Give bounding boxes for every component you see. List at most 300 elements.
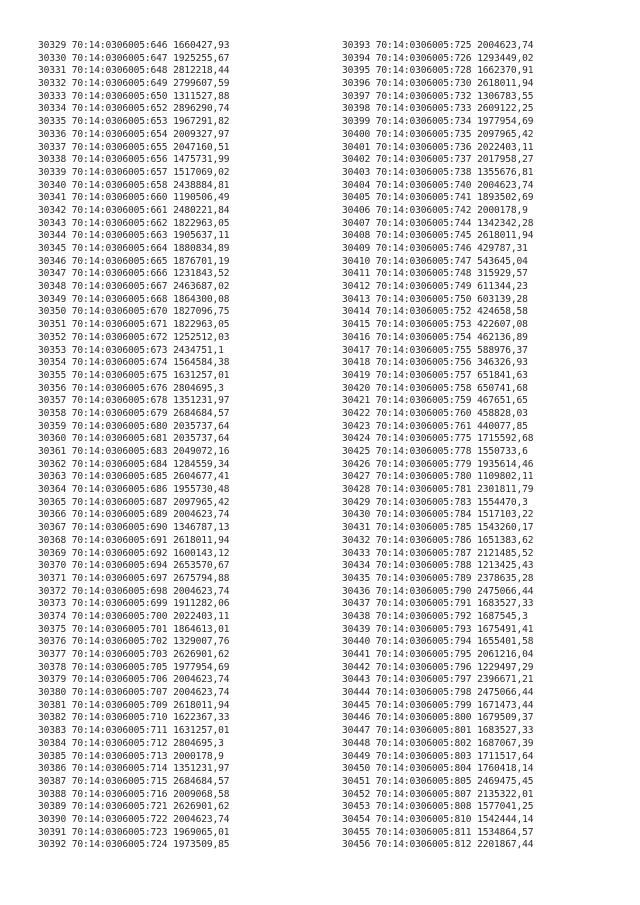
cadastral-value: 1109802,11 [477,471,534,483]
cadastral-value: 2684684,57 [173,407,230,419]
cadastral-number: 70:14:0306005:661 [71,204,168,216]
row-number: 30359 [38,420,67,432]
row-number: 30344 [38,230,67,242]
row-number: 30442 [342,661,371,673]
cadastral-value: 1651383,62 [477,534,534,546]
cadastral-number: 70:14:0306005:649 [71,78,168,90]
table-row [38,129,229,142]
table-row [342,103,533,116]
table-row [342,712,533,725]
row-number: 30366 [38,509,67,521]
cadastral-value: 2480221,84 [173,204,230,216]
cadastral-number: 70:14:0306005:707 [71,687,168,699]
table-row [38,116,229,129]
row-number: 30401 [342,141,371,153]
table-row [38,383,229,396]
row-number: 30377 [38,649,67,660]
cadastral-number: 70:14:0306005:665 [71,255,168,267]
cadastral-number: 70:14:0306005:735 [375,128,472,140]
cadastral-number: 70:14:0306005:757 [375,369,472,381]
row-number: 30330 [38,52,67,64]
table-row [342,674,533,687]
table-row [38,370,229,383]
table-row [342,497,533,510]
table-row [342,332,533,345]
row-number: 30399 [342,116,371,128]
row-number: 30375 [38,623,67,635]
table-row [38,154,229,167]
cadastral-value: 2618011,94 [173,699,230,711]
row-number: 30426 [342,458,371,470]
table-row [38,268,229,281]
cadastral-number: 70:14:0306005:650 [71,90,168,102]
table-row [342,814,533,827]
cadastral-number: 70:14:0306005:811 [375,826,472,838]
row-number: 30356 [38,382,67,394]
cadastral-number: 70:14:0306005:733 [375,103,472,115]
table-row [342,459,533,472]
cadastral-value: 1683527,33 [477,725,534,737]
row-number: 30374 [38,610,67,622]
table-row [342,268,533,281]
cadastral-value: 1822963,05 [173,319,230,331]
cadastral-value: 1880834,89 [173,243,230,254]
table-row [38,484,229,497]
cadastral-number: 70:14:0306005:662 [71,217,168,229]
table-row [38,827,229,840]
row-number: 30397 [342,90,371,102]
cadastral-number: 70:14:0306005:746 [375,243,472,254]
table-row [38,662,229,675]
row-number: 30406 [342,204,371,216]
table-row [38,357,229,370]
cadastral-number: 70:14:0306005:801 [375,725,472,737]
table-row [38,497,229,510]
cadastral-number: 70:14:0306005:803 [375,750,472,762]
row-number: 30385 [38,750,67,762]
cadastral-value: 1631257,01 [173,369,230,381]
row-number: 30421 [342,395,371,407]
table-row [342,91,533,104]
cadastral-number: 70:14:0306005:812 [375,839,472,851]
cadastral-value: 2301811,79 [477,484,534,496]
table-row [38,471,229,484]
cadastral-value: 1550733,6 [477,446,528,457]
cadastral-number: 70:14:0306005:723 [71,826,168,838]
table-row [38,611,229,624]
cadastral-number: 70:14:0306005:745 [375,230,472,242]
row-number: 30371 [38,572,67,584]
row-number: 30450 [342,763,371,775]
cadastral-value: 429787,31 [477,243,528,254]
row-number: 30447 [342,725,371,737]
row-number: 30412 [342,281,371,293]
table-row [38,78,229,91]
table-row [342,725,533,738]
table-row [38,738,229,751]
row-number: 30407 [342,217,371,229]
cadastral-value: 2626901,62 [173,801,230,813]
cadastral-number: 70:14:0306005:802 [375,737,472,749]
cadastral-number: 70:14:0306005:690 [71,522,168,534]
cadastral-number: 70:14:0306005:779 [375,458,472,470]
cadastral-number: 70:14:0306005:658 [71,179,168,191]
row-number: 30420 [342,382,371,394]
cadastral-number: 70:14:0306005:795 [375,649,472,660]
cadastral-number: 70:14:0306005:808 [375,801,472,813]
cadastral-value: 1935614,46 [477,458,534,470]
cadastral-value: 2438884,81 [173,179,230,191]
row-number: 30389 [38,801,67,813]
row-number: 30351 [38,319,67,331]
table-row [38,725,229,738]
row-number: 30368 [38,534,67,546]
row-number: 30337 [38,141,67,153]
table-row [342,53,533,66]
table-row [38,446,229,459]
table-row [38,687,229,700]
table-row [342,408,533,421]
table-row [342,65,533,78]
table-row [342,345,533,358]
cadastral-number: 70:14:0306005:793 [375,623,472,635]
table-row [342,205,533,218]
table-row [342,763,533,776]
cadastral-value: 1911282,06 [173,598,230,610]
cadastral-number: 70:14:0306005:796 [375,661,472,673]
row-number: 30339 [38,166,67,178]
row-number: 30329 [38,40,67,51]
cadastral-number: 70:14:0306005:672 [71,331,168,343]
row-number: 30386 [38,763,67,775]
row-number: 30347 [38,268,67,280]
cadastral-value: 2009068,58 [173,788,230,800]
row-number: 30369 [38,547,67,559]
right-column [342,40,533,852]
cadastral-number: 70:14:0306005:713 [71,750,168,762]
cadastral-number: 70:14:0306005:730 [375,78,472,90]
cadastral-value: 1893502,69 [477,192,534,204]
row-number: 30394 [342,52,371,64]
row-number: 30403 [342,166,371,178]
cadastral-value: 1252512,03 [173,331,230,343]
row-number: 30422 [342,407,371,419]
cadastral-value: 1564584,38 [173,357,230,369]
cadastral-value: 1293449,02 [477,52,534,64]
table-row [342,624,533,637]
table-row [38,814,229,827]
cadastral-number: 70:14:0306005:654 [71,128,168,140]
cadastral-number: 70:14:0306005:726 [375,52,472,64]
row-number: 30446 [342,712,371,724]
cadastral-number: 70:14:0306005:791 [375,598,472,610]
row-number: 30428 [342,484,371,496]
cadastral-value: 2618011,94 [173,534,230,546]
row-number: 30441 [342,649,371,660]
table-row [342,306,533,319]
table-row [38,649,229,662]
cadastral-value: 2804695,3 [173,382,224,394]
cadastral-value: 315929,57 [477,268,528,280]
cadastral-value: 2022403,11 [477,141,534,153]
cadastral-value: 2061216,04 [477,649,534,660]
cadastral-value: 1864613,01 [173,623,230,635]
row-number: 30343 [38,217,67,229]
cadastral-value: 1671473,44 [477,699,534,711]
table-row [38,319,229,332]
cadastral-number: 70:14:0306005:670 [71,306,168,318]
table-row [38,535,229,548]
cadastral-value: 2004623,74 [173,813,230,825]
cadastral-number: 70:14:0306005:698 [71,585,168,597]
row-number: 30388 [38,788,67,800]
cadastral-value: 1190506,49 [173,192,230,204]
table-row [342,700,533,713]
cadastral-value: 1925255,67 [173,52,230,64]
row-number: 30440 [342,636,371,648]
cadastral-value: 1827096,75 [173,306,230,318]
cadastral-number: 70:14:0306005:789 [375,572,472,584]
table-row [342,218,533,231]
cadastral-number: 70:14:0306005:754 [375,331,472,343]
cadastral-value: 1687545,3 [477,610,528,622]
cadastral-number: 70:14:0306005:663 [71,230,168,242]
row-number: 30353 [38,344,67,356]
cadastral-value: 1346787,13 [173,522,230,534]
row-number: 30443 [342,674,371,686]
cadastral-number: 70:14:0306005:722 [71,813,168,825]
cadastral-value: 1967291,82 [173,116,230,128]
row-number: 30408 [342,230,371,242]
table-row [38,180,229,193]
cadastral-value: 1534864,57 [477,826,534,838]
row-number: 30392 [38,839,67,851]
cadastral-value: 346326,93 [477,357,528,369]
cadastral-value: 2463687,02 [173,281,230,293]
cadastral-value: 2684684,57 [173,775,230,787]
cadastral-number: 70:14:0306005:725 [375,40,472,51]
cadastral-number: 70:14:0306005:692 [71,547,168,559]
cadastral-number: 70:14:0306005:689 [71,509,168,521]
cadastral-value: 1675491,41 [477,623,534,635]
table-row [342,509,533,522]
cadastral-number: 70:14:0306005:673 [71,344,168,356]
cadastral-value: 1655401,58 [477,636,534,648]
cadastral-number: 70:14:0306005:755 [375,344,472,356]
cadastral-number: 70:14:0306005:792 [375,610,472,622]
row-number: 30448 [342,737,371,749]
cadastral-value: 2004623,74 [173,509,230,521]
cadastral-number: 70:14:0306005:794 [375,636,472,648]
row-number: 30342 [38,204,67,216]
cadastral-value: 2804695,3 [173,737,224,749]
table-row [342,421,533,434]
cadastral-number: 70:14:0306005:790 [375,585,472,597]
cadastral-value: 1660427,93 [173,40,230,51]
table-row [38,509,229,522]
cadastral-value: 2475066,44 [477,687,534,699]
table-row [38,763,229,776]
table-row [38,332,229,345]
table-row [342,154,533,167]
cadastral-number: 70:14:0306005:758 [375,382,472,394]
table-row [342,256,533,269]
cadastral-value: 1284559,34 [173,458,230,470]
table-row [342,129,533,142]
table-row [38,192,229,205]
table-row [38,789,229,802]
cadastral-value: 2675794,88 [173,572,230,584]
table-row [342,548,533,561]
table-row [38,636,229,649]
cadastral-number: 70:14:0306005:646 [71,40,168,51]
row-number: 30348 [38,281,67,293]
cadastral-value: 2049072,16 [173,446,230,457]
cadastral-number: 70:14:0306005:788 [375,560,472,572]
table-row [342,142,533,155]
row-number: 30372 [38,585,67,597]
cadastral-number: 70:14:0306005:684 [71,458,168,470]
cadastral-number: 70:14:0306005:705 [71,661,168,673]
cadastral-number: 70:14:0306005:668 [71,293,168,305]
cadastral-number: 70:14:0306005:681 [71,433,168,445]
cadastral-value: 1662370,91 [477,65,534,77]
cadastral-value: 2378635,28 [477,572,534,584]
cadastral-number: 70:14:0306005:697 [71,572,168,584]
table-row [342,636,533,649]
cadastral-number: 70:14:0306005:685 [71,471,168,483]
cadastral-value: 2604677,41 [173,471,230,483]
row-number: 30381 [38,699,67,711]
table-row [342,40,533,53]
table-row [38,294,229,307]
cadastral-value: 2626901,62 [173,649,230,660]
cadastral-number: 70:14:0306005:694 [71,560,168,572]
table-row [342,573,533,586]
cadastral-value: 2469475,45 [477,775,534,787]
cadastral-value: 2022403,11 [173,610,230,622]
table-row [342,598,533,611]
cadastral-value: 2004623,74 [173,674,230,686]
row-number: 30414 [342,306,371,318]
table-row [38,801,229,814]
cadastral-value: 2035737,64 [173,420,230,432]
row-number: 30382 [38,712,67,724]
cadastral-number: 70:14:0306005:721 [71,801,168,813]
cadastral-number: 70:14:0306005:749 [375,281,472,293]
cadastral-value: 1973509,85 [173,839,230,851]
cadastral-value: 1342342,28 [477,217,534,229]
row-number: 30364 [38,484,67,496]
row-number: 30340 [38,179,67,191]
cadastral-number: 70:14:0306005:656 [71,154,168,166]
cadastral-number: 70:14:0306005:706 [71,674,168,686]
cadastral-number: 70:14:0306005:699 [71,598,168,610]
table-row [38,776,229,789]
row-number: 30334 [38,103,67,115]
row-number: 30453 [342,801,371,813]
cadastral-number: 70:14:0306005:667 [71,281,168,293]
table-row [38,218,229,231]
cadastral-number: 70:14:0306005:712 [71,737,168,749]
row-number: 30431 [342,522,371,534]
table-row [38,395,229,408]
table-row [342,801,533,814]
cadastral-number: 70:14:0306005:747 [375,255,472,267]
row-number: 30435 [342,572,371,584]
row-number: 30332 [38,78,67,90]
row-number: 30362 [38,458,67,470]
cadastral-number: 70:14:0306005:785 [375,522,472,534]
cadastral-value: 2004623,74 [173,687,230,699]
cadastral-value: 1955730,48 [173,484,230,496]
table-row [38,674,229,687]
left-column [38,40,229,852]
row-number: 30390 [38,813,67,825]
table-row [342,383,533,396]
cadastral-number: 70:14:0306005:734 [375,116,472,128]
row-number: 30380 [38,687,67,699]
cadastral-value: 1542444,14 [477,813,534,825]
row-number: 30418 [342,357,371,369]
cadastral-number: 70:14:0306005:752 [375,306,472,318]
table-row [38,839,229,852]
cadastral-number: 70:14:0306005:737 [375,154,472,166]
cadastral-number: 70:14:0306005:655 [71,141,168,153]
cadastral-value: 1351231,97 [173,763,230,775]
table-row [38,230,229,243]
table-row [342,230,533,243]
cadastral-value: 2475066,44 [477,585,534,597]
row-number: 30424 [342,433,371,445]
table-row [38,560,229,573]
row-number: 30415 [342,319,371,331]
row-number: 30393 [342,40,371,51]
cadastral-value: 2609122,25 [477,103,534,115]
cadastral-value: 1355676,81 [477,166,534,178]
cadastral-value: 2618011,94 [477,230,534,242]
table-row [38,712,229,725]
cadastral-number: 70:14:0306005:780 [375,471,472,483]
table-row [342,789,533,802]
cadastral-value: 2004623,74 [173,585,230,597]
row-number: 30452 [342,788,371,800]
cadastral-number: 70:14:0306005:702 [71,636,168,648]
cadastral-value: 2653570,67 [173,560,230,572]
row-number: 30419 [342,369,371,381]
cadastral-value: 2618011,94 [477,78,534,90]
row-number: 30357 [38,395,67,407]
row-number: 30400 [342,128,371,140]
cadastral-value: 2047160,51 [173,141,230,153]
cadastral-value: 1760418,14 [477,763,534,775]
row-number: 30352 [38,331,67,343]
cadastral-value: 1683527,33 [477,598,534,610]
cadastral-number: 70:14:0306005:807 [375,788,472,800]
cadastral-number: 70:14:0306005:716 [71,788,168,800]
row-number: 30346 [38,255,67,267]
row-number: 30438 [342,610,371,622]
cadastral-value: 1864300,08 [173,293,230,305]
row-number: 30387 [38,775,67,787]
cadastral-number: 70:14:0306005:742 [375,204,472,216]
table-row [342,357,533,370]
row-number: 30417 [342,344,371,356]
table-row [342,395,533,408]
table-row [342,167,533,180]
cadastral-number: 70:14:0306005:760 [375,407,472,419]
table-row [342,471,533,484]
